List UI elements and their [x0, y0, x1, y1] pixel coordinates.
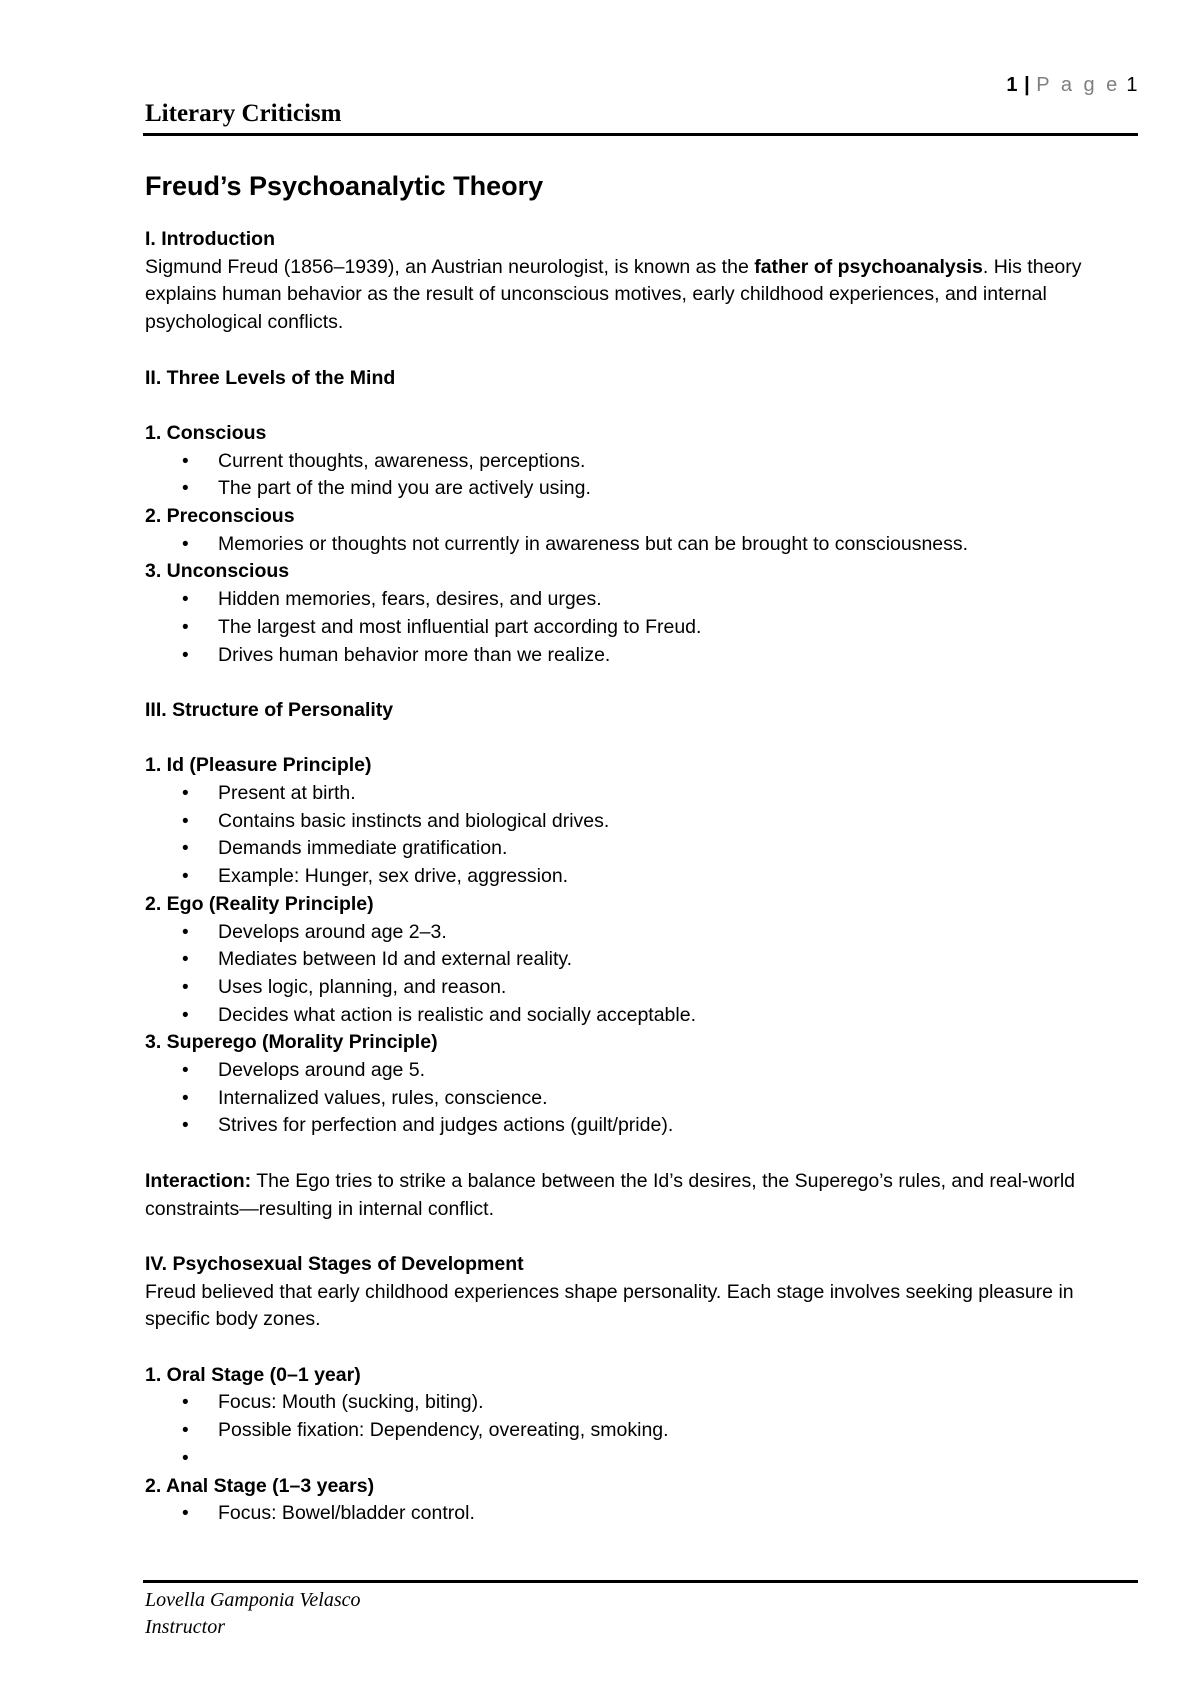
id-list — [145, 780, 1135, 891]
section-heading-levels: II. Three Levels of the Mind — [145, 366, 396, 389]
document-body — [145, 169, 1135, 1528]
list-item: • Focus: Bowel/bladder control. — [145, 1500, 1135, 1528]
anal-list — [145, 1500, 1135, 1528]
stages-intro: Freud believed that early childhood experiences shape personality. Each stage involves seeking pleasure in specific body zones. — [145, 1280, 1074, 1331]
level-title-unconscious: 3. Unconscious — [145, 560, 290, 583]
page-label: P a g e — [1036, 74, 1121, 96]
list-item: • Example: Hunger, sex drive, aggression. — [145, 863, 1135, 891]
list-item: • Develops around age 2–3. — [145, 919, 1135, 947]
intro-text-before: Sigmund Freud (1856–1939), an Austrian neurologist, is known as the — [145, 255, 755, 278]
list-item: • Contains basic instincts and biological drives. — [145, 808, 1135, 836]
list-item: • Internalized values, rules, conscience. — [145, 1085, 1135, 1113]
list-item: • Strives for perfection and judges actions (guilt/pride). — [145, 1112, 1135, 1140]
list-item: • The largest and most influential part according to Freud. — [145, 614, 1135, 642]
list-item: • Demands immediate gratification. — [145, 835, 1135, 863]
section-heading-stages: IV. Psychosexual Stages of Development — [145, 1252, 524, 1275]
structure-title-superego: 3. Superego (Morality Principle) — [145, 1031, 438, 1054]
document-title: Freud’s Psychoanalytic Theory — [145, 171, 544, 201]
intro-bold-term: father of psychoanalysis — [754, 255, 983, 278]
interaction-label: Interaction: — [145, 1169, 252, 1192]
ego-list — [145, 919, 1135, 1030]
list-item: • Drives human behavior more than we realize. — [145, 642, 1135, 670]
header-divider — [143, 133, 1138, 136]
page-number — [1006, 74, 1138, 97]
footer — [145, 1587, 361, 1641]
page-number-separator: | — [1024, 74, 1031, 96]
header-title: Literary Criticism — [145, 100, 342, 127]
list-item: • Develops around age 5. — [145, 1057, 1135, 1085]
list-item: • The part of the mind you are actively using. — [145, 475, 1135, 503]
list-item: • Present at birth. — [145, 780, 1135, 808]
list-item: • Memories or thoughts not currently in awareness but can be brought to consciousness. — [145, 531, 1135, 559]
list-item: • Current thoughts, awareness, perceptions. — [145, 448, 1135, 476]
stage-title-anal: 2. Anal Stage (1–3 years) — [145, 1474, 375, 1497]
intro-text-after: . His theory explains human behavior as the result of unconscious motives, early childhood experiences, and internal psychological conflicts. — [145, 255, 1082, 334]
section-heading-structure: III. Structure of Personality — [145, 698, 394, 721]
footer-divider — [143, 1580, 1138, 1583]
footer-author-role: Instructor — [145, 1616, 225, 1638]
list-item-empty — [145, 1445, 1135, 1473]
interaction-text: The Ego tries to strike a balance between the Id’s desires, the Superego’s rules, and real-world constraints—resulting in internal conflict. — [145, 1169, 1075, 1220]
intro-paragraph — [145, 254, 1135, 337]
preconscious-list — [145, 531, 1135, 559]
list-item: • Possible fixation: Dependency, overeating, smoking. — [145, 1417, 1135, 1445]
list-item: • Hidden memories, fears, desires, and urges. — [145, 586, 1135, 614]
structure-title-id: 1. Id (Pleasure Principle) — [145, 754, 372, 777]
footer-author-name: Lovella Gamponia Velasco — [145, 1589, 361, 1611]
interaction-paragraph — [145, 1168, 1135, 1223]
page-number-value: 1 — [1006, 74, 1019, 96]
level-title-conscious: 1. Conscious — [145, 421, 267, 444]
page-count: 1 — [1126, 74, 1138, 96]
stage-title-oral: 1. Oral Stage (0–1 year) — [145, 1363, 361, 1386]
level-title-preconscious: 2. Preconscious — [145, 505, 295, 527]
list-item: • Decides what action is realistic and socially acceptable. — [145, 1002, 1135, 1030]
superego-list — [145, 1057, 1135, 1140]
list-item: • Mediates between Id and external reality. — [145, 946, 1135, 974]
structure-title-ego: 2. Ego (Reality Principle) — [145, 892, 374, 915]
oral-list — [145, 1389, 1135, 1472]
conscious-list — [145, 448, 1135, 503]
section-heading-introduction: I. Introduction — [145, 228, 275, 250]
list-item: • Uses logic, planning, and reason. — [145, 974, 1135, 1002]
list-item: • Focus: Mouth (sucking, biting). — [145, 1389, 1135, 1417]
unconscious-list — [145, 586, 1135, 669]
